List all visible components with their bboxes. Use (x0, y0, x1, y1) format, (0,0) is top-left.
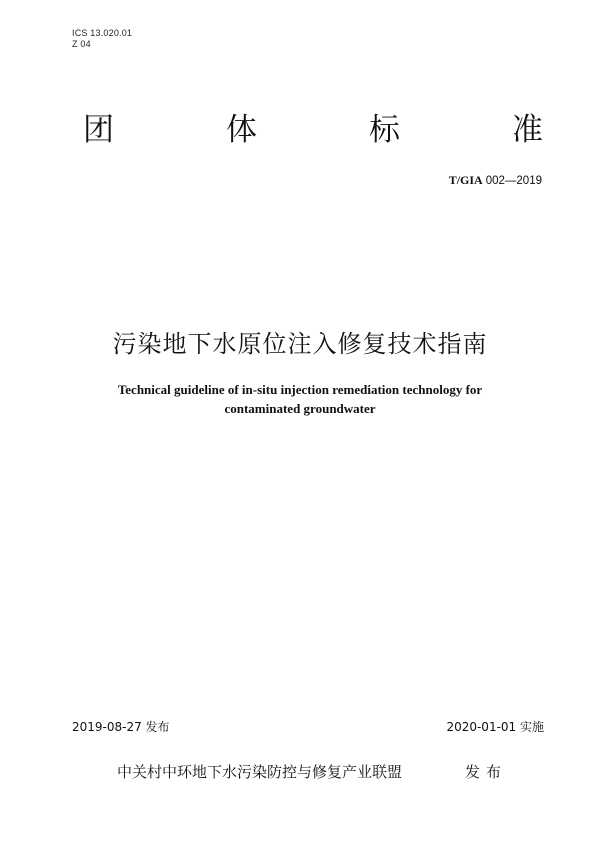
standard-type-char-2: 体 (226, 112, 257, 148)
implementation-date: 2020-01-01 实施 (446, 720, 544, 734)
chinese-title: 污染地下水原位注入修复技术指南 (112, 330, 488, 358)
english-title (70, 380, 530, 418)
english-title-line-2: contaminated groundwater (224, 401, 376, 416)
issuer-name: 中关村中环地下水污染防控与修复产业联盟 (117, 763, 403, 781)
standard-number-prefix: T/GIA (448, 173, 483, 187)
classification-codes (72, 28, 132, 50)
standard-type-char-1: 团 (83, 112, 114, 148)
issuer-action: 发布 (465, 763, 508, 781)
publish-date: 2019-08-27 发布 (72, 720, 170, 734)
date-row (72, 718, 544, 736)
standard-type-char-3: 标 (369, 112, 400, 148)
standard-type-char-4: 准 (512, 112, 543, 148)
english-title-line-1: Technical guideline of in-situ injection remediation technology for (117, 382, 483, 397)
ics-code: ICS 13.020.01 (72, 28, 133, 38)
standard-type-heading (0, 108, 600, 158)
issuer-row (0, 761, 600, 783)
standard-number (449, 172, 542, 189)
standard-number-value: 002—2019 (485, 175, 542, 187)
ccs-code: Z 04 (72, 39, 91, 49)
